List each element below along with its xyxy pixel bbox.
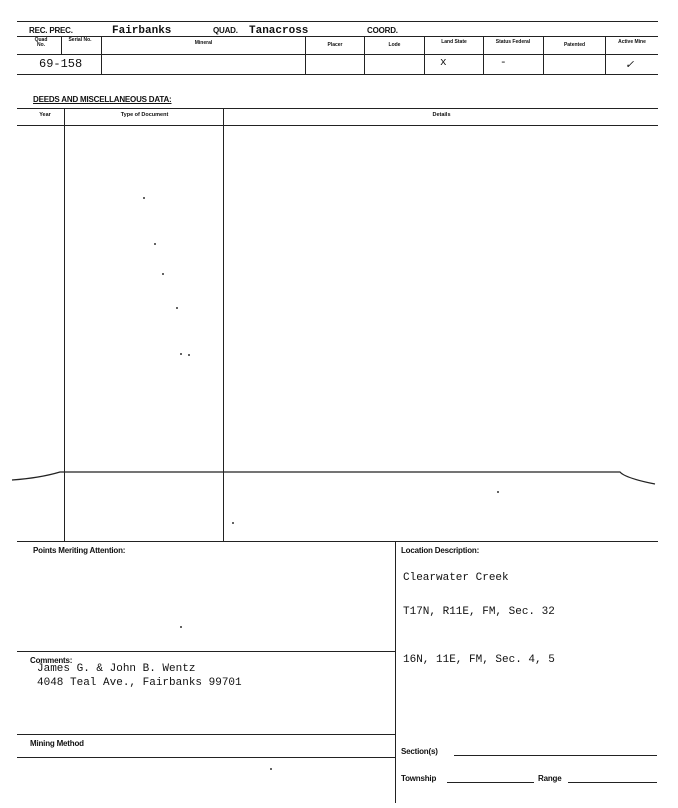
quad-no-header: Quad No.	[34, 37, 48, 48]
points-meriting-attention-label: Points Meriting Attention:	[33, 546, 126, 555]
placer-header: Placer	[327, 42, 343, 48]
bottom-center-divider	[395, 541, 396, 803]
table-header-bottom-rule	[17, 54, 658, 55]
year-header: Year	[39, 112, 51, 118]
section-fill-line	[454, 755, 657, 756]
deeds-title: DEEDS AND MISCELLANEOUS DATA:	[33, 95, 172, 104]
speck	[497, 491, 499, 493]
type-of-document-header: Type of Document	[120, 112, 169, 118]
fold-crease	[0, 462, 678, 492]
quad-value: Tanacross	[249, 25, 309, 37]
header-rule	[17, 21, 658, 22]
section-label: Section(s)	[401, 747, 438, 756]
status-federal-mark: -	[500, 57, 507, 69]
comments-line-1: James G. & John B. Wentz	[37, 663, 196, 675]
details-header: Details	[432, 112, 451, 118]
deeds-top-rule	[17, 108, 658, 109]
speck	[143, 197, 145, 199]
coord-label: COORD.	[367, 26, 398, 35]
quad-label: QUAD.	[213, 26, 238, 35]
land-state-header: Land State	[441, 39, 467, 45]
mineral-header: Mineral	[194, 40, 213, 46]
location-line-1: Clearwater Creek	[403, 572, 509, 584]
speck	[232, 522, 234, 524]
range-fill-line	[568, 782, 657, 783]
col-divider	[61, 37, 62, 54]
speck	[188, 354, 190, 356]
quad-serial-value: 69-158	[39, 57, 83, 71]
col-divider	[424, 37, 425, 74]
speck	[176, 307, 178, 309]
comments-rule	[17, 651, 395, 652]
bottom-section-rule	[17, 541, 658, 542]
speck	[270, 768, 272, 770]
comments-label: Comments:	[30, 656, 73, 665]
mining-method-label: Mining Method	[30, 739, 84, 748]
lode-header: Lode	[388, 42, 401, 48]
serial-no-header: Serial No.	[68, 37, 92, 43]
speck	[162, 273, 164, 275]
township-label: Township	[401, 774, 437, 783]
comments-line-2: 4048 Teal Ave., Fairbanks 99701	[37, 677, 242, 689]
table-bottom-rule	[17, 74, 658, 75]
land-state-mark: x	[440, 57, 447, 69]
col-divider	[605, 37, 606, 74]
active-mine-header: Active Mine	[618, 39, 646, 45]
speck	[154, 243, 156, 245]
active-mine-mark: ✓	[625, 60, 635, 72]
location-line-3: 16N, 11E, FM, Sec. 4, 5	[403, 654, 555, 666]
township-fill-line	[447, 782, 534, 783]
range-label: Range	[538, 774, 562, 783]
table-top-rule	[17, 36, 658, 37]
speck	[180, 626, 182, 628]
rec-prec-value: Fairbanks	[112, 25, 172, 37]
mining-method-underline	[17, 757, 395, 758]
deeds-header-rule	[17, 125, 658, 126]
status-federal-header: Status Federal	[495, 39, 531, 45]
mining-method-rule	[17, 734, 395, 735]
col-divider	[483, 37, 484, 74]
rec-prec-label: REC. PREC.	[29, 26, 73, 35]
patented-header: Patented	[563, 42, 586, 48]
location-line-2: T17N, R11E, FM, Sec. 32	[403, 606, 555, 618]
location-description-label: Location Description:	[401, 546, 480, 555]
speck	[180, 353, 182, 355]
